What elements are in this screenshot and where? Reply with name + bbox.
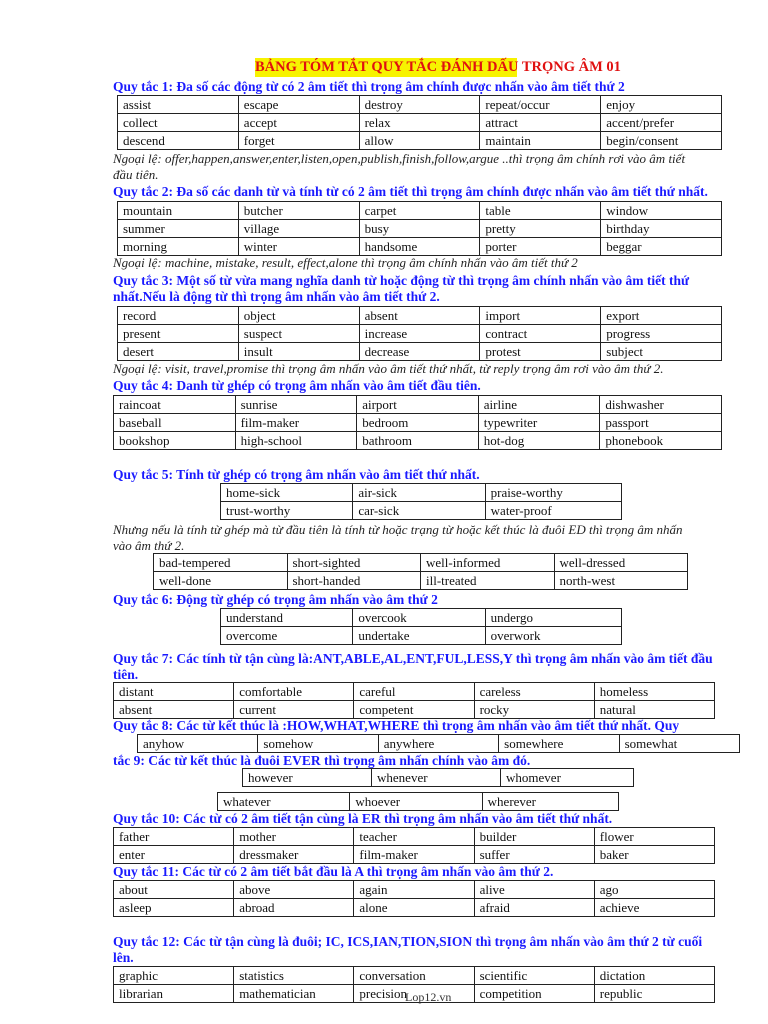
table-cell: morning	[118, 238, 239, 256]
table-row	[138, 735, 740, 753]
rule-6-table	[220, 608, 622, 645]
rule-5-table-2	[153, 553, 688, 590]
table-cell: precision	[354, 985, 474, 1003]
table-cell: escape	[238, 96, 359, 114]
table-cell: ill-treated	[421, 572, 555, 590]
table-cell: sunrise	[235, 396, 357, 414]
table-cell: window	[601, 202, 722, 220]
table-cell: pretty	[480, 220, 601, 238]
table-row	[221, 484, 622, 502]
table-cell: father	[114, 828, 234, 846]
table-cell: distant	[114, 683, 234, 701]
table-cell: short-sighted	[287, 554, 421, 572]
table-cell: understand	[221, 609, 353, 627]
table-cell: well-informed	[421, 554, 555, 572]
table-cell: undergo	[485, 609, 621, 627]
table-cell: increase	[359, 325, 480, 343]
table-cell: wherever	[482, 793, 618, 811]
table-cell: porter	[480, 238, 601, 256]
table-cell: dishwasher	[600, 396, 722, 414]
table-cell: bathroom	[357, 432, 479, 450]
table-cell: overcook	[353, 609, 485, 627]
table-cell: winter	[238, 238, 359, 256]
table-row	[114, 828, 715, 846]
table-cell: somehow	[258, 735, 378, 753]
rule-2-exception: Ngoại lệ: machine, mistake, result, effect,alone thì trọng âm chính nhấn vào âm tiết thứ 2	[113, 255, 578, 270]
table-cell: dictation	[594, 967, 714, 985]
table-cell: airport	[357, 396, 479, 414]
table-cell: afraid	[474, 899, 594, 917]
rule-3-heading-line1: Quy tắc 3: Một số từ vừa mang nghĩa danh từ hoặc động từ thì trọng âm chính nhấn vào âm tiết thứ	[113, 273, 690, 288]
table-cell: allow	[359, 132, 480, 150]
rule-3-heading-line2: nhất.Nếu là động từ thì trọng âm nhấn vào âm tiết thứ 2.	[113, 289, 440, 304]
rule-4-heading: Quy tắc 4: Danh từ ghép có trọng âm nhấn vào âm tiết đầu tiên.	[113, 378, 481, 393]
table-row	[114, 846, 715, 864]
rule-2-table	[117, 201, 722, 256]
rule-12-heading-line2: lên.	[113, 950, 134, 965]
table-cell: above	[234, 881, 354, 899]
table-row	[114, 414, 722, 432]
table-cell: high-school	[235, 432, 357, 450]
table-cell: whomever	[501, 769, 634, 787]
rule-2-heading: Quy tắc 2: Đa số các danh từ và tính từ có 2 âm tiết thì trọng âm chính được nhấn vào âm tiết thứ nhất.	[113, 184, 708, 199]
table-cell: whenever	[372, 769, 501, 787]
table-row	[243, 769, 634, 787]
table-row	[114, 899, 715, 917]
table-cell: butcher	[238, 202, 359, 220]
rule-12-heading-line1: Quy tắc 12: Các từ tận cùng là đuôi; IC, ICS,IAN,TION,SION thì trọng âm nhấn vào âm thứ 2 từ cuối	[113, 934, 703, 949]
rule-1-exception-line2: đầu tiên.	[113, 167, 159, 182]
table-cell: raincoat	[114, 396, 236, 414]
table-cell: mountain	[118, 202, 239, 220]
table-cell: carpet	[359, 202, 480, 220]
rule-9-table-2	[217, 792, 619, 811]
table-cell: achieve	[594, 899, 714, 917]
table-cell: again	[354, 881, 474, 899]
table-cell: undertake	[353, 627, 485, 645]
table-cell: table	[480, 202, 601, 220]
table-cell: beggar	[601, 238, 722, 256]
table-cell: overcome	[221, 627, 353, 645]
table-cell: home-sick	[221, 484, 353, 502]
table-cell: bookshop	[114, 432, 236, 450]
table-cell: suspect	[238, 325, 359, 343]
table-cell: hot-dog	[478, 432, 600, 450]
table-cell: export	[601, 307, 722, 325]
table-cell: contract	[480, 325, 601, 343]
rule-10-heading: Quy tắc 10: Các từ có 2 âm tiết tận cùng là ER thì trọng âm nhấn vào âm tiết thứ nhất.	[113, 811, 613, 826]
table-cell: rocky	[474, 701, 594, 719]
rule-7-table	[113, 682, 715, 719]
table-cell: desert	[118, 343, 239, 361]
rule-11-table	[113, 880, 715, 917]
table-cell: however	[243, 769, 372, 787]
table-cell: film-maker	[235, 414, 357, 432]
table-cell: bad-tempered	[154, 554, 288, 572]
rule-7-heading-line1: Quy tắc 7: Các tính từ tận cùng là:ANT,ABLE,AL,ENT,FUL,LESS,Y thì trọng âm nhấn vào âm tiết đầu	[113, 651, 713, 666]
rule-1-exception-line1: Ngoại lệ: offer,happen,answer,enter,listen,open,publish,finish,follow,argue ..thì trọng âm chính rơi vào âm tiết	[113, 151, 686, 166]
table-cell: airline	[478, 396, 600, 414]
table-cell: busy	[359, 220, 480, 238]
rule-3-table	[117, 306, 722, 361]
table-row	[154, 572, 688, 590]
table-cell: passport	[600, 414, 722, 432]
table-cell: asleep	[114, 899, 234, 917]
table-cell: phonebook	[600, 432, 722, 450]
table-cell: graphic	[114, 967, 234, 985]
table-cell: whatever	[218, 793, 350, 811]
table-row	[114, 967, 715, 985]
table-cell: north-west	[554, 572, 688, 590]
table-cell: import	[480, 307, 601, 325]
table-cell: car-sick	[353, 502, 485, 520]
rule-7-heading-line2: tiên.	[113, 667, 139, 682]
table-row	[154, 554, 688, 572]
table-cell: dressmaker	[234, 846, 354, 864]
rule-9-table	[242, 768, 634, 787]
table-cell: water-proof	[485, 502, 621, 520]
table-cell: insult	[238, 343, 359, 361]
table-cell: overwork	[485, 627, 621, 645]
table-cell: record	[118, 307, 239, 325]
table-cell: republic	[594, 985, 714, 1003]
rule-10-table	[113, 827, 715, 864]
rule-9-heading: tắc 9: Các từ kết thúc là đuôi EVER thì trọng âm nhấn chính vào âm đó.	[113, 753, 531, 768]
table-row	[118, 307, 722, 325]
table-cell: well-dressed	[554, 554, 688, 572]
table-cell: film-maker	[354, 846, 474, 864]
table-row	[118, 202, 722, 220]
table-row	[221, 609, 622, 627]
table-row	[114, 432, 722, 450]
rule-6-heading: Quy tắc 6: Động từ ghép có trọng âm nhấn vào âm thứ 2	[113, 592, 438, 607]
table-cell: relax	[359, 114, 480, 132]
table-cell: air-sick	[353, 484, 485, 502]
rule-5-note-line1: Nhưng nếu là tính từ ghép mà từ đầu tiên là tính từ hoặc trạng từ hoặc kết thúc là đuôi ED thì trọng âm nhấn	[113, 522, 683, 537]
table-row	[114, 881, 715, 899]
table-cell: enter	[114, 846, 234, 864]
table-cell: birthday	[601, 220, 722, 238]
table-cell: somewhere	[499, 735, 619, 753]
table-cell: anywhere	[378, 735, 498, 753]
table-row	[114, 683, 715, 701]
table-cell: ago	[594, 881, 714, 899]
table-cell: present	[118, 325, 239, 343]
table-cell: baseball	[114, 414, 236, 432]
table-row	[118, 325, 722, 343]
table-row	[118, 220, 722, 238]
table-cell: village	[238, 220, 359, 238]
table-cell: alive	[474, 881, 594, 899]
table-cell: destroy	[359, 96, 480, 114]
table-cell: competition	[474, 985, 594, 1003]
table-cell: builder	[474, 828, 594, 846]
table-cell: careless	[474, 683, 594, 701]
table-cell: mathematician	[234, 985, 354, 1003]
table-cell: librarian	[114, 985, 234, 1003]
table-cell: scientific	[474, 967, 594, 985]
table-cell: well-done	[154, 572, 288, 590]
table-cell: short-handed	[287, 572, 421, 590]
rule-5-table	[220, 483, 622, 520]
table-row	[221, 502, 622, 520]
rule-1-heading: Quy tắc 1: Đa số các động từ có 2 âm tiết thì trọng âm chính được nhấn vào âm tiết thứ 2	[113, 79, 625, 94]
table-cell: baker	[594, 846, 714, 864]
table-cell: forget	[238, 132, 359, 150]
rule-1-table	[117, 95, 722, 150]
table-cell: suffer	[474, 846, 594, 864]
table-cell: handsome	[359, 238, 480, 256]
rule-11-heading: Quy tắc 11: Các từ có 2 âm tiết bắt đầu là A thì trọng âm nhấn vào âm thứ 2.	[113, 864, 554, 879]
table-row	[221, 627, 622, 645]
table-cell: attract	[480, 114, 601, 132]
rule-8-heading: Quy tắc 8: Các từ kết thúc là :HOW,WHAT,WHERE thì trọng âm nhấn vào âm tiết thứ nhất. Quy	[113, 718, 680, 733]
table-cell: decrease	[359, 343, 480, 361]
table-cell: repeat/occur	[480, 96, 601, 114]
table-cell: bedroom	[357, 414, 479, 432]
table-cell: comfortable	[234, 683, 354, 701]
table-cell: alone	[354, 899, 474, 917]
rule-5-heading: Quy tắc 5: Tính từ ghép có trọng âm nhấn vào âm tiết thứ nhất.	[113, 467, 480, 482]
table-cell: absent	[359, 307, 480, 325]
rule-5-note-line2: vào âm thứ 2.	[113, 538, 185, 553]
table-cell: mother	[234, 828, 354, 846]
table-cell: about	[114, 881, 234, 899]
footer-site-label: Lop12.vn	[405, 990, 452, 1004]
table-cell: absent	[114, 701, 234, 719]
document-title: BẢNG TÓM TẮT QUY TẮC ĐÁNH DẤU TRỌNG ÂM 01	[255, 59, 621, 75]
table-cell: competent	[354, 701, 474, 719]
table-cell: teacher	[354, 828, 474, 846]
table-row	[114, 701, 715, 719]
table-cell: careful	[354, 683, 474, 701]
table-cell: current	[234, 701, 354, 719]
table-cell: object	[238, 307, 359, 325]
table-cell: assist	[118, 96, 239, 114]
rule-8-table	[137, 734, 740, 753]
table-row	[218, 793, 619, 811]
table-cell: collect	[118, 114, 239, 132]
table-row	[114, 396, 722, 414]
table-cell: somewhat	[619, 735, 739, 753]
table-cell: begin/consent	[601, 132, 722, 150]
rule-3-exception: Ngoại lệ: visit, travel,promise thì trọng âm nhấn vào âm tiết thứ nhất, từ reply trọng âm rơi vào âm thứ 2.	[113, 361, 664, 376]
table-cell: flower	[594, 828, 714, 846]
table-cell: protest	[480, 343, 601, 361]
table-row	[118, 238, 722, 256]
table-cell: typewriter	[478, 414, 600, 432]
table-cell: trust-worthy	[221, 502, 353, 520]
table-row	[118, 132, 722, 150]
table-cell: summer	[118, 220, 239, 238]
table-cell: praise-worthy	[485, 484, 621, 502]
table-cell: natural	[594, 701, 714, 719]
table-cell: maintain	[480, 132, 601, 150]
table-cell: homeless	[594, 683, 714, 701]
table-cell: descend	[118, 132, 239, 150]
table-cell: anyhow	[138, 735, 258, 753]
table-row	[118, 114, 722, 132]
table-row	[118, 96, 722, 114]
table-cell: accent/prefer	[601, 114, 722, 132]
table-cell: progress	[601, 325, 722, 343]
table-cell: accept	[238, 114, 359, 132]
rule-4-table	[113, 395, 722, 450]
table-cell: statistics	[234, 967, 354, 985]
table-cell: enjoy	[601, 96, 722, 114]
table-cell: abroad	[234, 899, 354, 917]
table-cell: whoever	[350, 793, 482, 811]
table-cell: conversation	[354, 967, 474, 985]
table-cell: subject	[601, 343, 722, 361]
table-row	[118, 343, 722, 361]
